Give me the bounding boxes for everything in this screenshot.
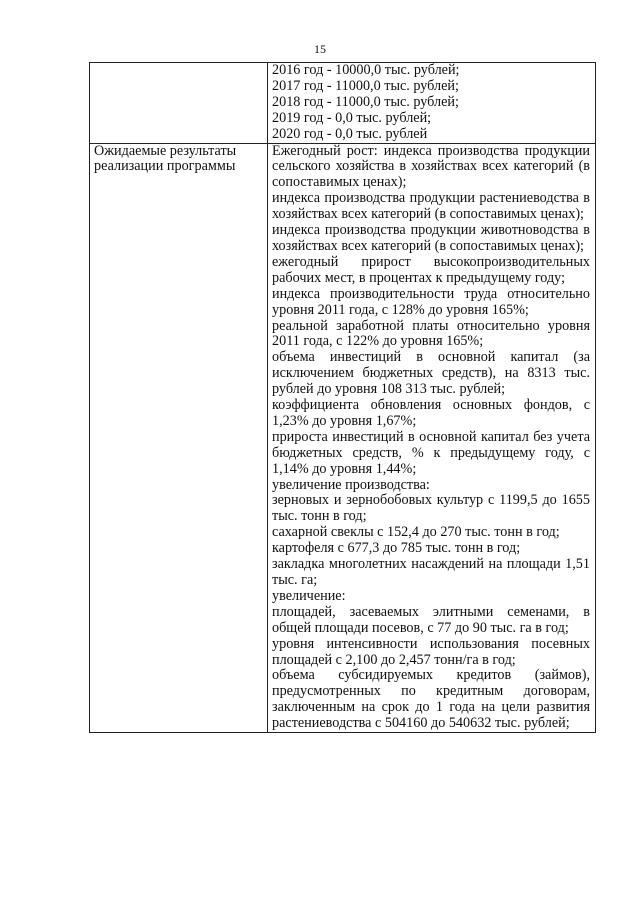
funding-line-2016: 2016 год - 10000,0 тыс. рублей; xyxy=(272,62,460,78)
result-item: увеличение производства: xyxy=(272,476,430,493)
funding-line-2020: 2020 год - 0,0 тыс. рублей xyxy=(272,125,428,142)
page-number: 15 xyxy=(314,42,326,56)
funding-content-cell xyxy=(268,63,596,144)
result-item: зерновых и зернобобовых культур с 1199,5 до 1655 тыс. тонн в год; xyxy=(272,492,590,525)
result-item: увеличение: xyxy=(272,587,346,604)
result-item: объема инвестиций в основной капитал (за исключением бюджетных средств), на 8313 тыс. рублей до уровня 108 313 тыс. рублей; xyxy=(272,349,590,398)
result-item: уровня интенсивности использования посевных площадей с 2,100 до 2,457 тонн/га в год; xyxy=(272,635,590,668)
result-item: коэффициента обновления основных фондов, с 1,23% до уровня 1,67%; xyxy=(272,397,590,429)
expected-results-content xyxy=(268,143,596,733)
expected-results-label: Ожидаемые результаты реализации программы xyxy=(90,143,268,733)
funding-line-2018: 2018 год - 11000,0 тыс. рублей; xyxy=(272,93,459,110)
result-item: реальной заработной платы относительно уровня 2011 года, с 122% до уровня 165%; xyxy=(272,317,590,350)
result-item: индекса производства продукции растениеводства в хозяйствах всех категорий (в сопоставимых ценах); xyxy=(272,190,590,223)
result-item: ежегодный прирост высокопроизводительных рабочих мест, в процентах к предыдущему году; xyxy=(272,253,590,286)
result-item: картофеля с 677,3 до 785 тыс. тонн в год; xyxy=(272,540,521,557)
result-item: индекса производительности труда относительно уровня 2011 года, с 128% до уровня 165%; xyxy=(272,285,590,318)
result-item: объема субсидируемых кредитов (займов), предусмотренных по кредитным договорам, заключенным на срок до 1 года на цели развития растениеводства с 504160 до 540632 тыс. рублей; xyxy=(272,667,590,732)
result-item: прироста инвестиций в основной капитал без учета бюджетных средств, % к предыдущему году, с 1,14% до уровня 1,44%; xyxy=(272,428,590,477)
funding-line-2017: 2017 год - 11000,0 тыс. рублей; xyxy=(272,77,459,94)
expected-results-row xyxy=(90,143,596,733)
result-item: сахарной свеклы с 152,4 до 270 тыс. тонн в год; xyxy=(272,524,560,541)
funding-line-2019: 2019 год - 0,0 тыс. рублей; xyxy=(272,109,432,126)
funding-row xyxy=(90,63,596,144)
program-passport-table xyxy=(89,62,596,733)
funding-label-cell xyxy=(90,63,268,144)
result-item: индекса производства продукции животноводства в хозяйствах всех категорий (в сопоставимых ценах); xyxy=(272,222,590,254)
result-item: Ежегодный рост: индекса производства продукции сельского хозяйства в хозяйствах всех категорий (в сопоставимых ценах); xyxy=(272,142,590,191)
result-item: площадей, засеваемых элитными семенами, в общей площади посевов, с 77 до 90 тыс. га в год; xyxy=(272,603,590,636)
result-item: закладка многолетних насаждений на площади 1,51 тыс. га; xyxy=(272,556,590,588)
